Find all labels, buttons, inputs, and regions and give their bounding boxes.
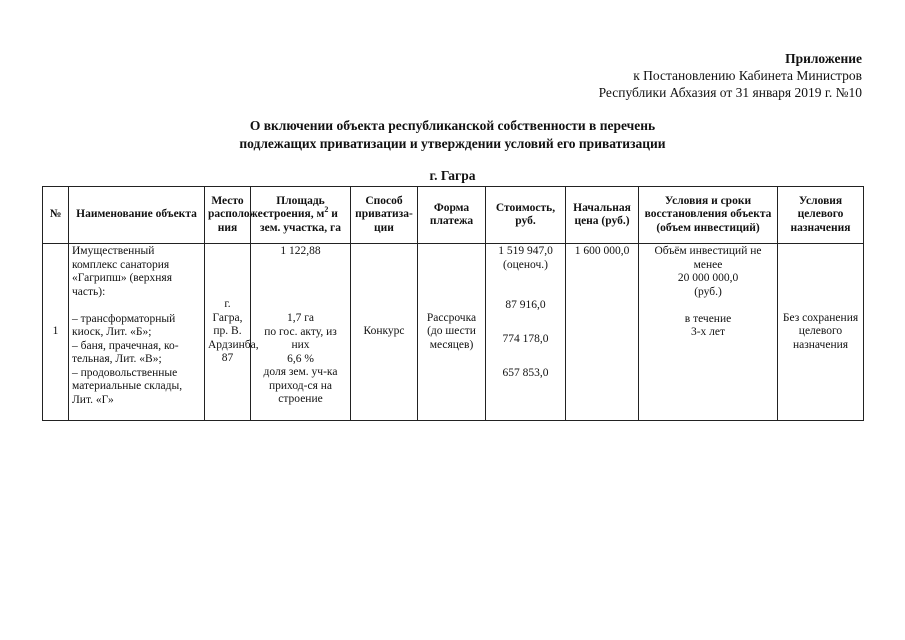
document-title xyxy=(0,117,905,153)
appendix-line-1: к Постановлению Кабинета Министров xyxy=(633,68,862,83)
object-item-3: – продовольственные материальные склады, Лит. «Г» xyxy=(72,366,183,406)
appendix-block xyxy=(599,50,862,101)
cell-purpose: Без сохранения целевого назначения xyxy=(778,244,864,421)
cost-item-1: 87 916,0 xyxy=(505,299,546,311)
land-share-percent: 6,6 % xyxy=(287,352,314,365)
object-item-2: – баня, прачечная, ко-тельная, Лит. «В»; xyxy=(72,339,179,365)
header-price: Начальная цена (руб.) xyxy=(566,187,639,244)
investment-line-1: Объём инвестиций не менее xyxy=(654,245,762,271)
document-title-line-1: О включении объекта республиканской собственности в перечень xyxy=(249,118,656,133)
building-area: 1 122,88 xyxy=(280,245,321,257)
cell-number: 1 xyxy=(43,244,69,421)
land-area: 1,7 га xyxy=(286,312,315,324)
header-name: Наименование объекта xyxy=(69,187,205,244)
header-payment: Форма платежа xyxy=(418,187,486,244)
privatization-table xyxy=(42,186,864,421)
cell-cost xyxy=(486,244,566,421)
header-area-text-b: и зем. участка, га xyxy=(260,208,341,234)
cell-location: г. Гагра, пр. В. Ардзинба, 87 xyxy=(205,244,251,421)
land-share-note: доля зем. уч-ка приход-ся на строение xyxy=(263,366,338,405)
header-area-text-a: Площадь строения, м xyxy=(263,194,325,221)
cell-conditions xyxy=(639,244,778,421)
city-heading: г. Гагра xyxy=(429,168,476,183)
header-conditions: Условия и сроки восстановления объекта (объем инвестиций) xyxy=(639,187,778,244)
cell-area xyxy=(251,244,351,421)
cost-item-3: 657 853,0 xyxy=(502,367,549,379)
cell-method: Конкурс xyxy=(351,244,418,421)
cell-name xyxy=(69,244,205,421)
cost-total: 1 519 947,0 xyxy=(498,245,553,257)
appendix-line-2: Республики Абхазия от 31 января 2019 г. №10 xyxy=(598,85,862,100)
cost-total-note: (оценоч.) xyxy=(503,258,548,271)
header-method: Способ приватиза-ции xyxy=(351,187,418,244)
cell-payment: Рассрочка (до шести месяцев) xyxy=(418,244,486,421)
appendix-heading: Приложение xyxy=(785,51,862,66)
document-title-line-2: подлежащих приватизации и утверждении условий его приватизации xyxy=(239,136,666,151)
object-main: Имущественный комплекс санатория «Гагрипш» (верхняя часть): xyxy=(72,245,173,298)
header-purpose: Условия целевого назначения xyxy=(778,187,864,244)
table-row xyxy=(43,244,864,421)
investment-amount: 20 000 000,0 xyxy=(677,272,739,284)
header-area xyxy=(251,187,351,244)
term-line-1: в течение xyxy=(684,312,732,325)
cell-price: 1 600 000,0 xyxy=(566,244,639,421)
investment-unit: (руб.) xyxy=(694,285,722,298)
header-number: № xyxy=(43,187,69,244)
header-location: Место расположе-ния xyxy=(205,187,251,244)
term-line-2: 3-х лет xyxy=(690,326,726,338)
cost-item-2: 774 178,0 xyxy=(502,333,549,345)
land-area-note: по гос. акту, из них xyxy=(264,325,337,351)
header-cost: Стоимость, руб. xyxy=(486,187,566,244)
header-area-sup: 2 xyxy=(324,205,329,215)
object-item-1: – трансформаторный киоск, Лит. «Б»; xyxy=(72,312,176,338)
table-header-row xyxy=(43,187,864,244)
